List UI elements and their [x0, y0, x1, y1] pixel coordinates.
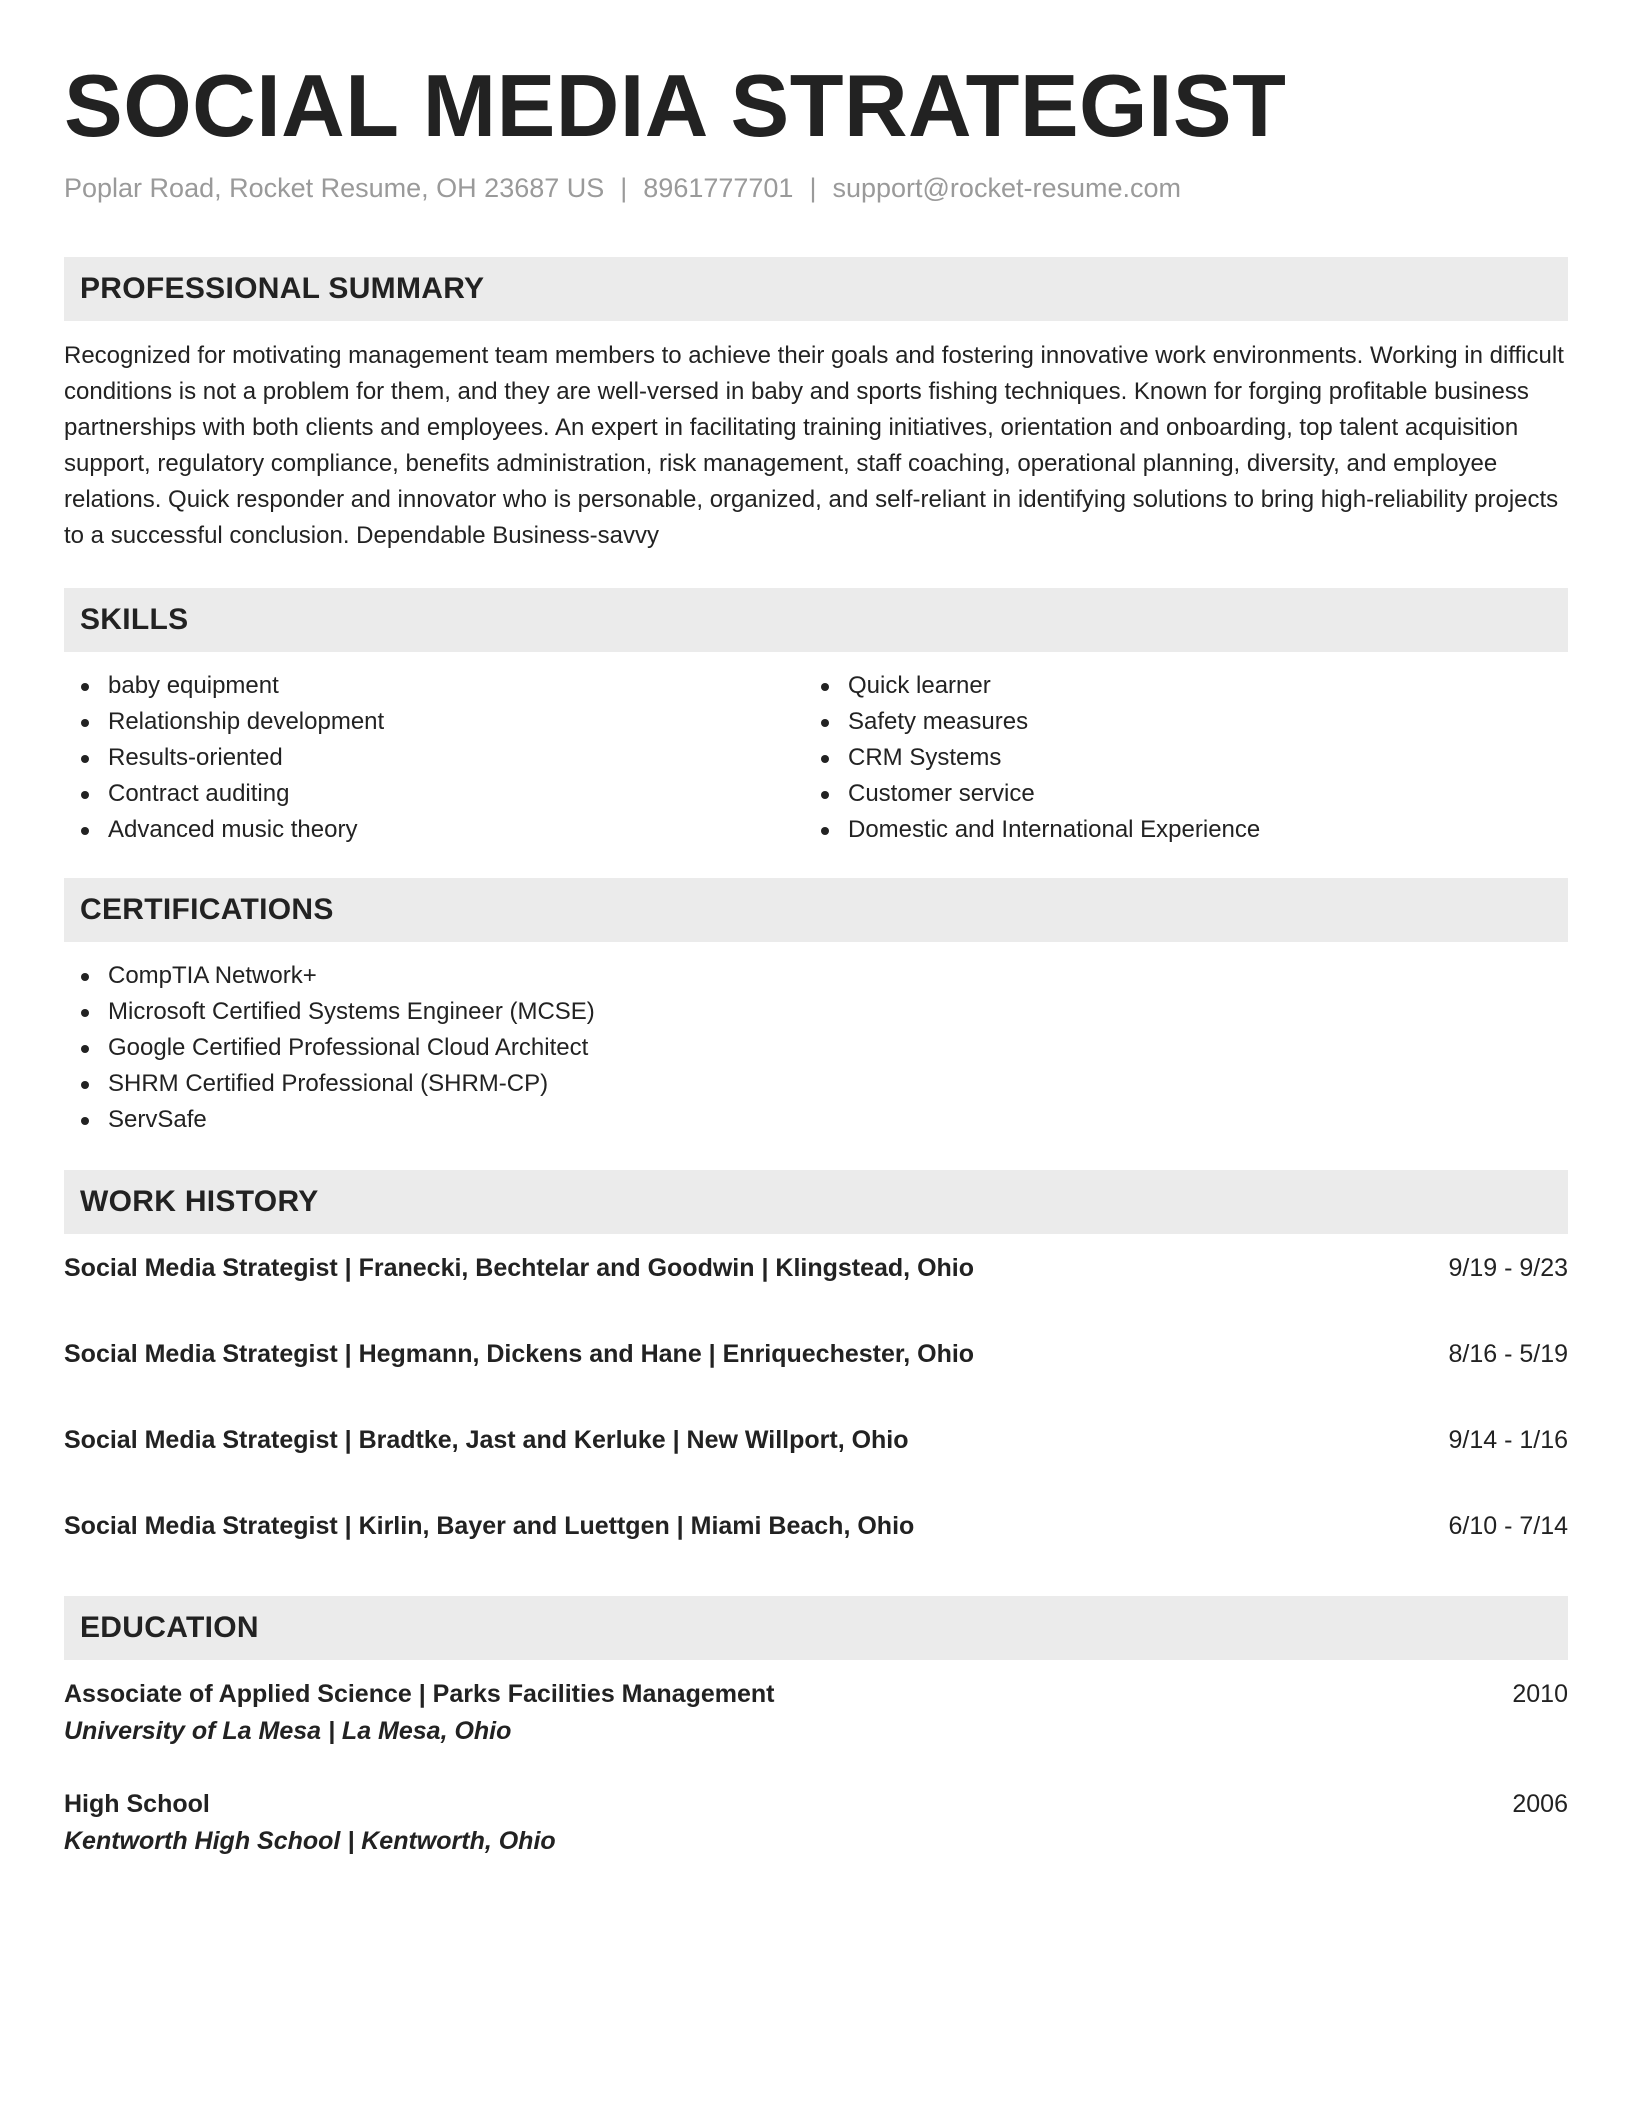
bullet-icon — [821, 719, 829, 727]
work-entry — [64, 1508, 1568, 1594]
section-heading-certifications: CERTIFICATIONS — [64, 878, 1568, 942]
certification-item — [64, 1030, 1568, 1066]
work-entry-title: Social Media Strategist | Bradtke, Jast and Kerluke | New Willport, Ohio — [64, 1426, 909, 1454]
skill-label: Customer service — [848, 780, 1035, 807]
education-entry-header — [64, 1786, 1568, 1822]
work-entry — [64, 1336, 1568, 1422]
skill-item — [64, 668, 804, 704]
skills-column-right — [804, 668, 1544, 848]
skill-item — [64, 812, 804, 848]
section-heading-summary: PROFESSIONAL SUMMARY — [64, 257, 1568, 321]
work-entry-title: Social Media Strategist | Hegmann, Dickens and Hane | Enriquechester, Ohio — [64, 1340, 975, 1368]
certification-label: Google Certified Professional Cloud Architect — [108, 1034, 589, 1061]
contact-separator: | — [620, 173, 628, 203]
contact-line — [64, 170, 1568, 206]
bullet-icon — [81, 791, 89, 799]
summary-text: Recognized for motivating management team members to achieve their goals and fostering innovative work environments. Working in difficult conditions is not a problem for them, and they are well-versed in baby and sports fishing techniques. Known for forging profitable business partnerships with both clients and employees. An expert in facilitating training initiatives, orientation and onboarding, top talent acquisition support, regulatory compliance, benefits administration, risk management, staff coaching, operational planning, diversity, and employee relations. Quick responder and innovator who is personable, organized, and self-reliant in identifying solutions to bring high-reliability projects to a successful conclusion. Dependable Business-savvy — [64, 342, 1564, 549]
skill-item — [804, 704, 1544, 740]
certification-label: Microsoft Certified Systems Engineer (MCSE) — [108, 998, 595, 1025]
bullet-icon — [821, 755, 829, 763]
certification-item — [64, 1102, 1568, 1138]
work-history-list — [64, 1250, 1568, 1594]
bullet-icon — [81, 683, 89, 691]
bullet-icon — [81, 1009, 89, 1017]
contact-separator: | — [809, 173, 817, 203]
education-entry — [64, 1786, 1568, 1896]
bullet-icon — [821, 791, 829, 799]
skill-item — [64, 776, 804, 812]
section-heading-skills: SKILLS — [64, 588, 1568, 652]
work-entry-dates: 9/14 - 1/16 — [1448, 1426, 1568, 1454]
contact-address: Poplar Road, Rocket Resume, OH 23687 US — [64, 173, 605, 203]
skills-grid — [64, 668, 1568, 848]
bullet-icon — [81, 1081, 89, 1089]
education-degree: Associate of Applied Science | Parks Facilities Management — [64, 1680, 775, 1708]
skill-item — [804, 776, 1544, 812]
skill-label: Safety measures — [848, 708, 1029, 735]
education-entry — [64, 1676, 1568, 1786]
education-degree: High School — [64, 1790, 210, 1818]
work-entry — [64, 1250, 1568, 1336]
bullet-icon — [81, 827, 89, 835]
work-entry-dates: 8/16 - 5/19 — [1448, 1340, 1568, 1368]
certification-item — [64, 958, 1568, 994]
work-entry-dates: 9/19 - 9/23 — [1448, 1254, 1568, 1282]
skill-label: baby equipment — [108, 672, 279, 699]
skill-label: Results-oriented — [108, 744, 283, 771]
skill-item — [64, 740, 804, 776]
bullet-icon — [81, 719, 89, 727]
skill-item — [804, 812, 1544, 848]
education-list — [64, 1676, 1568, 1896]
contact-phone: 8961777701 — [643, 173, 794, 203]
education-year: 2010 — [1512, 1680, 1568, 1708]
skills-column-left — [64, 668, 804, 848]
work-entry-dates: 6/10 - 7/14 — [1448, 1512, 1568, 1540]
resume-name: SOCIAL MEDIA STRATEGIST — [64, 56, 1287, 155]
skill-item — [64, 704, 804, 740]
skill-label: Contract auditing — [108, 780, 290, 807]
section-heading-work-history: WORK HISTORY — [64, 1170, 1568, 1234]
section-heading-education: EDUCATION — [64, 1596, 1568, 1660]
skill-label: Advanced music theory — [108, 816, 358, 843]
bullet-icon — [821, 827, 829, 835]
bullet-icon — [81, 1045, 89, 1053]
work-entry-title: Social Media Strategist | Franecki, Bechtelar and Goodwin | Klingstead, Ohio — [64, 1254, 975, 1282]
certification-label: CompTIA Network+ — [108, 962, 317, 989]
education-school: University of La Mesa | La Mesa, Ohio — [64, 1717, 512, 1745]
skill-label: Quick learner — [848, 672, 991, 699]
work-entry-title: Social Media Strategist | Kirlin, Bayer and Luettgen | Miami Beach, Ohio — [64, 1512, 915, 1540]
certification-item — [64, 1066, 1568, 1102]
skill-item — [804, 740, 1544, 776]
skill-label: Relationship development — [108, 708, 385, 735]
certifications-list — [64, 958, 1568, 1138]
education-year: 2006 — [1512, 1790, 1568, 1818]
education-entry-header — [64, 1676, 1568, 1712]
education-school: Kentworth High School | Kentworth, Ohio — [64, 1827, 556, 1855]
bullet-icon — [81, 973, 89, 981]
bullet-icon — [81, 755, 89, 763]
contact-email: support@rocket-resume.com — [832, 173, 1181, 203]
skill-label: CRM Systems — [848, 744, 1002, 771]
certification-label: SHRM Certified Professional (SHRM-CP) — [108, 1070, 549, 1097]
bullet-icon — [821, 683, 829, 691]
bullet-icon — [81, 1117, 89, 1125]
certification-item — [64, 994, 1568, 1030]
skill-item — [804, 668, 1544, 704]
certification-label: ServSafe — [108, 1106, 207, 1133]
work-entry — [64, 1422, 1568, 1508]
skill-label: Domestic and International Experience — [848, 816, 1261, 843]
